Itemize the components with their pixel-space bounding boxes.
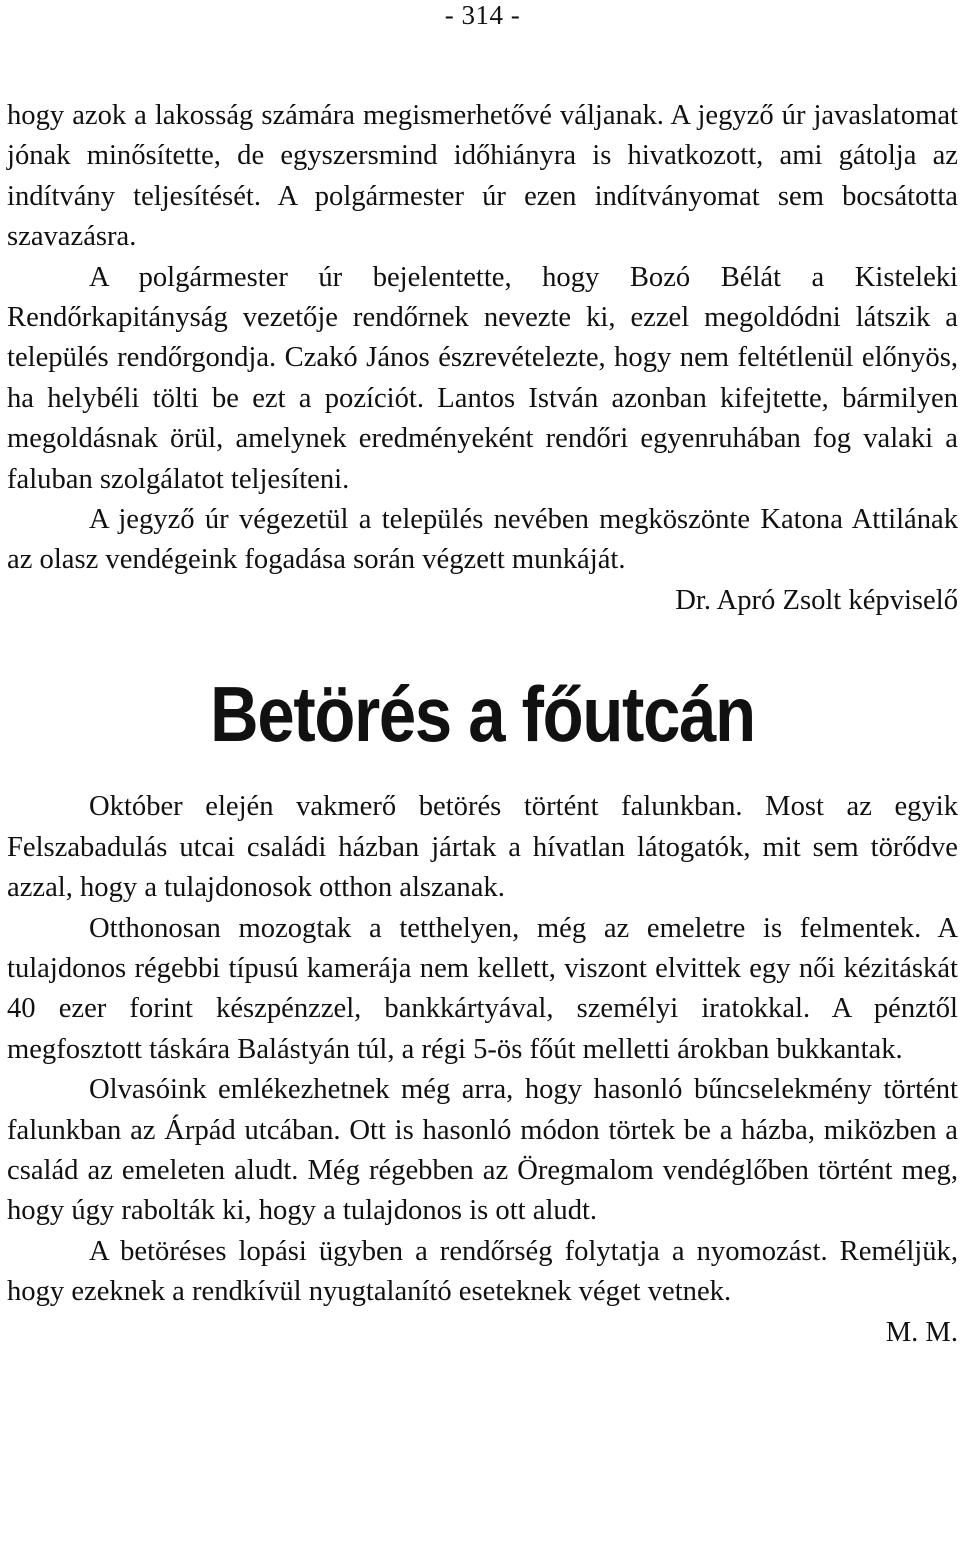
article-paragraph-3: Olvasóink emlékezhetnek még arra, hogy hasonló bűncselekmény történt falunkban az Árpád utcában. Ott is hasonló módon törtek be a házba, miközben a család az emeleten aludt. Még régebben az Öregmalom vendéglőben történt meg, hogy úgy rabolták ki, hogy a tulajdonos is ott aludt. [7,1074,958,1227]
article-signature: M. M. [885,1316,958,1348]
document-page [7,0,958,1353]
report-paragraph-2: A polgármester úr bejelentette, hogy Bozó Bélát a Kisteleki Rendőrkapitányság vezetője rendőrnek nevezte ki, ezzel megoldódni látszik a település rendőrgondja. Czakó János észrevételezte, hogy nem feltétlenül előnyös, ha helybéli tölti be ezt a pozíciót. Lantos István azonban kifejtette, bármilyen megoldásnak örül, amelynek eredményeként rendőri egyenruhában fog valaki a faluban szolgálatot teljesíteni. [7,261,958,495]
council-report [7,96,958,581]
report-paragraph-1: hogy azok a lakosság számára megismerhetővé váljanak. A jegyző úr javaslatomat jónak minősítette, de egyszersmind időhiányra is hivatkozott, ami gátolja az indítvány teljesítését. A polgármester úr ezen indítványomat sem bocsátotta szavazásra. [7,100,958,253]
article-headline: Betörés a főutcán [210,670,755,759]
article-paragraph-1: Október elején vakmerő betörés történt falunkban. Most az egyik Felszabadulás utcai családi házban jártak a hívatlan látogatók, mit sem törődve azzal, hogy a tulajdonosok otthon alszanak. [7,791,958,904]
report-signature: Dr. Apró Zsolt képviselő [675,584,958,616]
page-number: - 314 - [444,0,521,30]
article-paragraph-2: Otthonosan mozogtak a tetthelyen, még az emeletre is felmentek. A tulajdonos régebbi típusú kamerája nem kellett, viszont elvittek egy női kézitáskát 40 ezer forint készpénzzel, bankkártyával, személyi iratokkal. A pénztől megfosztott táskára Balástyán túl, a régi 5-ös főút melletti árokban bukkantak. [7,912,958,1065]
report-paragraph-3: A jegyző úr végezetül a település nevében megköszönte Katona Attilának az olasz vendégeink fogadása során végzett munkáját. [7,504,958,576]
article-body [7,787,958,1312]
article-paragraph-4: A betöréses lopási ügyben a rendőrség folytatja a nyomozást. Reméljük, hogy ezeknek a rendkívül nyugtalanító eseteknek véget vetnek. [7,1235,958,1308]
